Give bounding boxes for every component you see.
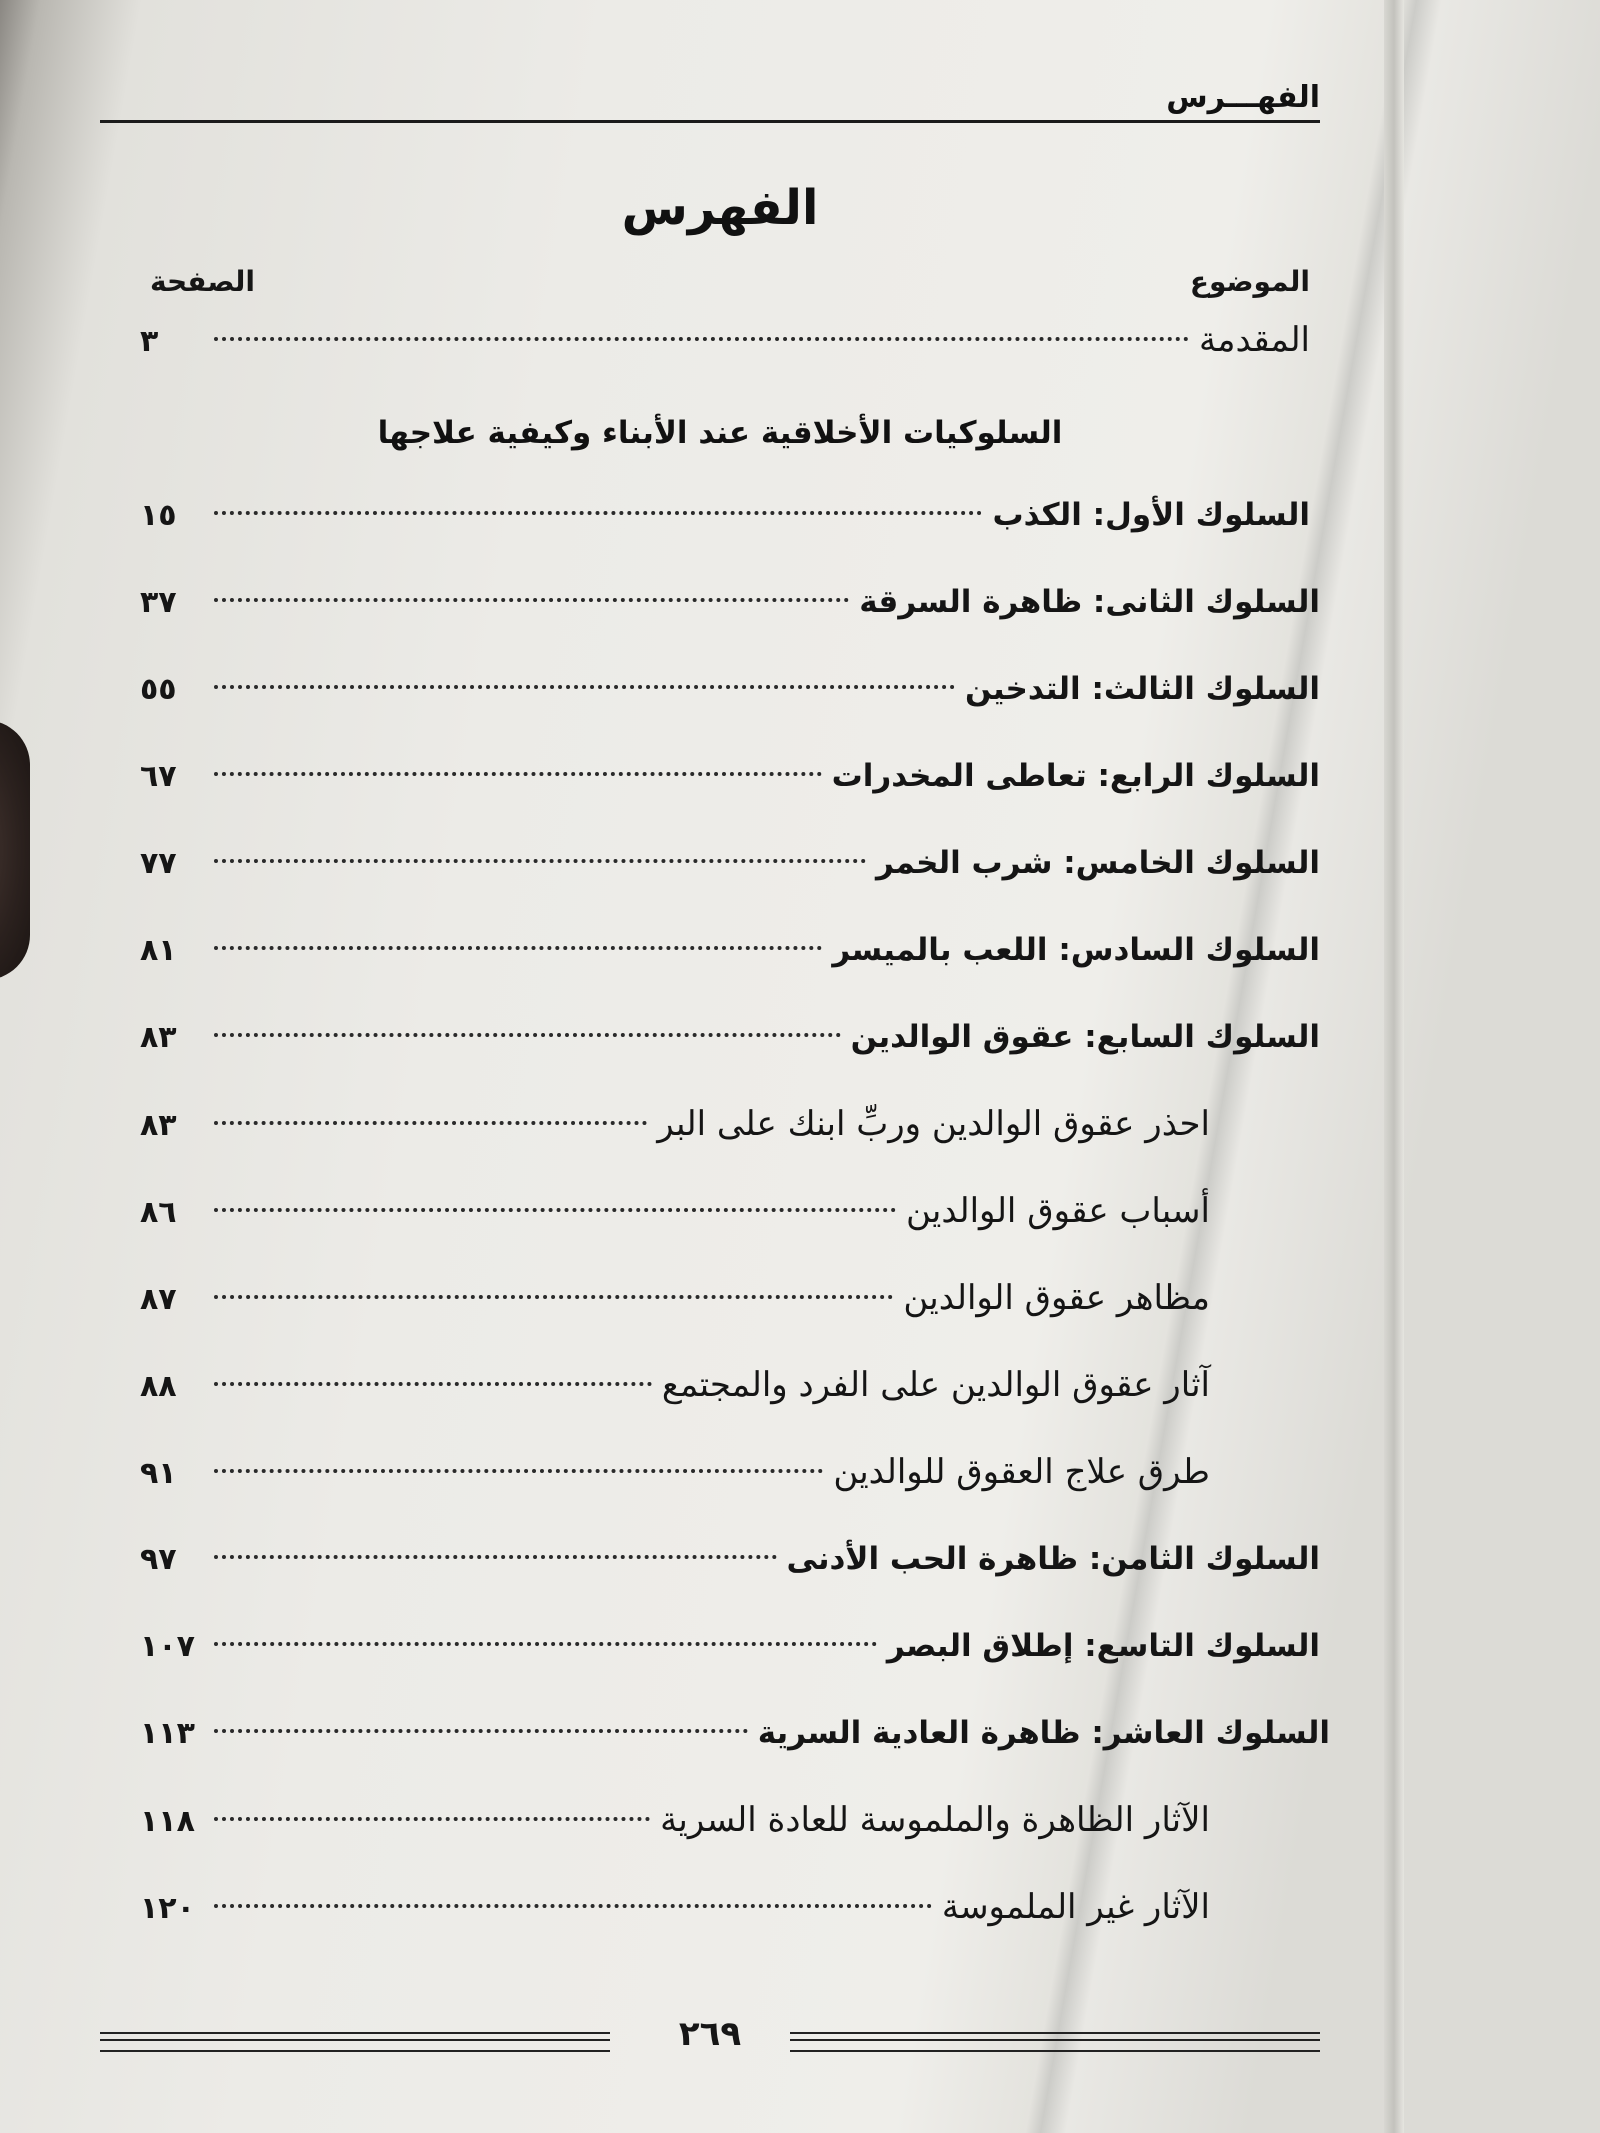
toc-entry: [140, 659, 1320, 719]
leader-dots: [214, 598, 849, 602]
toc-entry: [140, 572, 1320, 632]
toc-subentry: [140, 1442, 1210, 1502]
leader-dots: [214, 1555, 777, 1559]
leader-dots: [214, 1033, 841, 1037]
toc-subentry: [140, 1877, 1210, 1937]
toc-entry-title: طرق علاج العقوق للوالدين: [833, 1452, 1210, 1492]
leader-dots: [214, 511, 982, 515]
toc-subentry: [140, 1094, 1210, 1154]
toc-entry-title: السلوك التاسع: إطلاق البصر: [886, 1628, 1320, 1664]
leader-dots: [214, 1382, 652, 1386]
leader-dots: [214, 1729, 748, 1733]
toc-entry-page: ٨٦: [140, 1195, 177, 1230]
leader-dots: [214, 1121, 647, 1125]
page-number: ٢٦٩: [678, 2014, 742, 2054]
leader-dots: [214, 946, 822, 950]
toc-entry-title: السلوك الرابع: تعاطى المخدرات: [831, 758, 1320, 794]
toc-entry-title: السلوك الخامس: شرب الخمر: [876, 845, 1320, 881]
toc-entry-title: السلوك السابع: عقوق الوالدين: [850, 1019, 1320, 1055]
header-rule: [100, 120, 1320, 123]
toc-entry-page: ١٢٠: [140, 1891, 195, 1926]
toc-entry-title: مظاهر عقوق الوالدين: [903, 1278, 1210, 1318]
leader-dots: [214, 1469, 823, 1473]
toc-entry-page: ٩١: [140, 1456, 177, 1491]
toc-entry: [140, 920, 1320, 980]
toc-entry-page: ١٠٧: [140, 1629, 195, 1664]
toc-entry-title: السلوك الثالث: التدخين: [964, 671, 1320, 707]
toc-entry-title: السلوك العاشر: ظاهرة العادية السرية: [757, 1715, 1330, 1751]
toc-entry-page: ١١٨: [140, 1804, 195, 1839]
toc-entry: [140, 1529, 1320, 1589]
toc-entry-page: ٧٧: [140, 846, 177, 881]
running-header: الفهـــرس: [1166, 80, 1320, 115]
toc-entry: [140, 833, 1320, 893]
page-gutter: [1384, 0, 1404, 2133]
toc-entry-page: ٦٧: [140, 759, 177, 794]
toc-entry-title: أسباب عقوق الوالدين: [906, 1191, 1210, 1231]
toc-title: الفهرس: [621, 180, 819, 236]
thumb-shadow: [0, 720, 30, 980]
toc-entry-page: ٥٥: [140, 672, 177, 707]
page-column-label: الصفحة: [150, 265, 256, 298]
toc-entry-page: ٣: [140, 324, 159, 359]
toc-entry-page: ٨٨: [140, 1369, 177, 1404]
leader-dots: [214, 1295, 893, 1299]
toc-entry: [140, 1616, 1320, 1676]
toc-subentry: [140, 1355, 1210, 1415]
toc-entry: [140, 1703, 1330, 1763]
leader-dots: [214, 772, 822, 776]
toc-entry-page: ٨٧: [140, 1282, 177, 1317]
toc-entry-page: ١٥: [140, 498, 177, 533]
footer-ornament-right: [790, 2032, 1320, 2052]
leader-dots: [214, 1904, 932, 1908]
leader-dots: [214, 685, 955, 689]
toc-subentry: [140, 1181, 1210, 1241]
toc-entry: [140, 310, 1310, 370]
section-heading: السلوكيات الأخلاقية عند الأبناء وكيفية علاجها: [377, 415, 1063, 451]
toc-subentry: [140, 1790, 1210, 1850]
toc-entry-page: ٣٧: [140, 585, 177, 620]
toc-entry: [140, 746, 1320, 806]
toc-content: [100, 60, 1340, 2080]
toc-entry-title: المقدمة: [1199, 320, 1310, 360]
toc-entry-title: السلوك الأول: الكذب: [992, 497, 1310, 533]
toc-entry-page: ١١٣: [140, 1716, 195, 1751]
leader-dots: [214, 1208, 896, 1212]
toc-entry-title: السلوك الثامن: ظاهرة الحب الأدنى: [786, 1541, 1320, 1577]
leader-dots: [214, 859, 866, 863]
toc-entry-title: احذر عقوق الوالدين وربِّ ابنك على البر: [657, 1104, 1210, 1144]
toc-entry-title: الآثار غير الملموسة: [941, 1887, 1210, 1927]
leader-dots: [214, 337, 1189, 341]
toc-subentry: [140, 1268, 1210, 1328]
toc-entry-title: السلوك السادس: اللعب بالميسر: [832, 932, 1320, 968]
toc-entry: [140, 1007, 1320, 1067]
toc-entry-page: ٩٧: [140, 1542, 177, 1577]
toc-entry-page: ٨٣: [140, 1020, 177, 1055]
page-footer: [100, 2014, 1340, 2060]
toc-entry-title: الآثار الظاهرة والملموسة للعادة السرية: [660, 1800, 1210, 1840]
topic-column-label: الموضوع: [1189, 265, 1310, 298]
toc-entry: [140, 485, 1310, 545]
leader-dots: [214, 1642, 877, 1646]
leader-dots: [214, 1817, 650, 1821]
toc-entry-page: ٨٣: [140, 1108, 177, 1143]
footer-ornament-left: [100, 2032, 610, 2052]
toc-entry-title: آثار عقوق الوالدين على الفرد والمجتمع: [661, 1365, 1210, 1405]
toc-entry-title: السلوك الثانى: ظاهرة السرقة: [859, 584, 1320, 620]
toc-entry-page: ٨١: [140, 933, 177, 968]
